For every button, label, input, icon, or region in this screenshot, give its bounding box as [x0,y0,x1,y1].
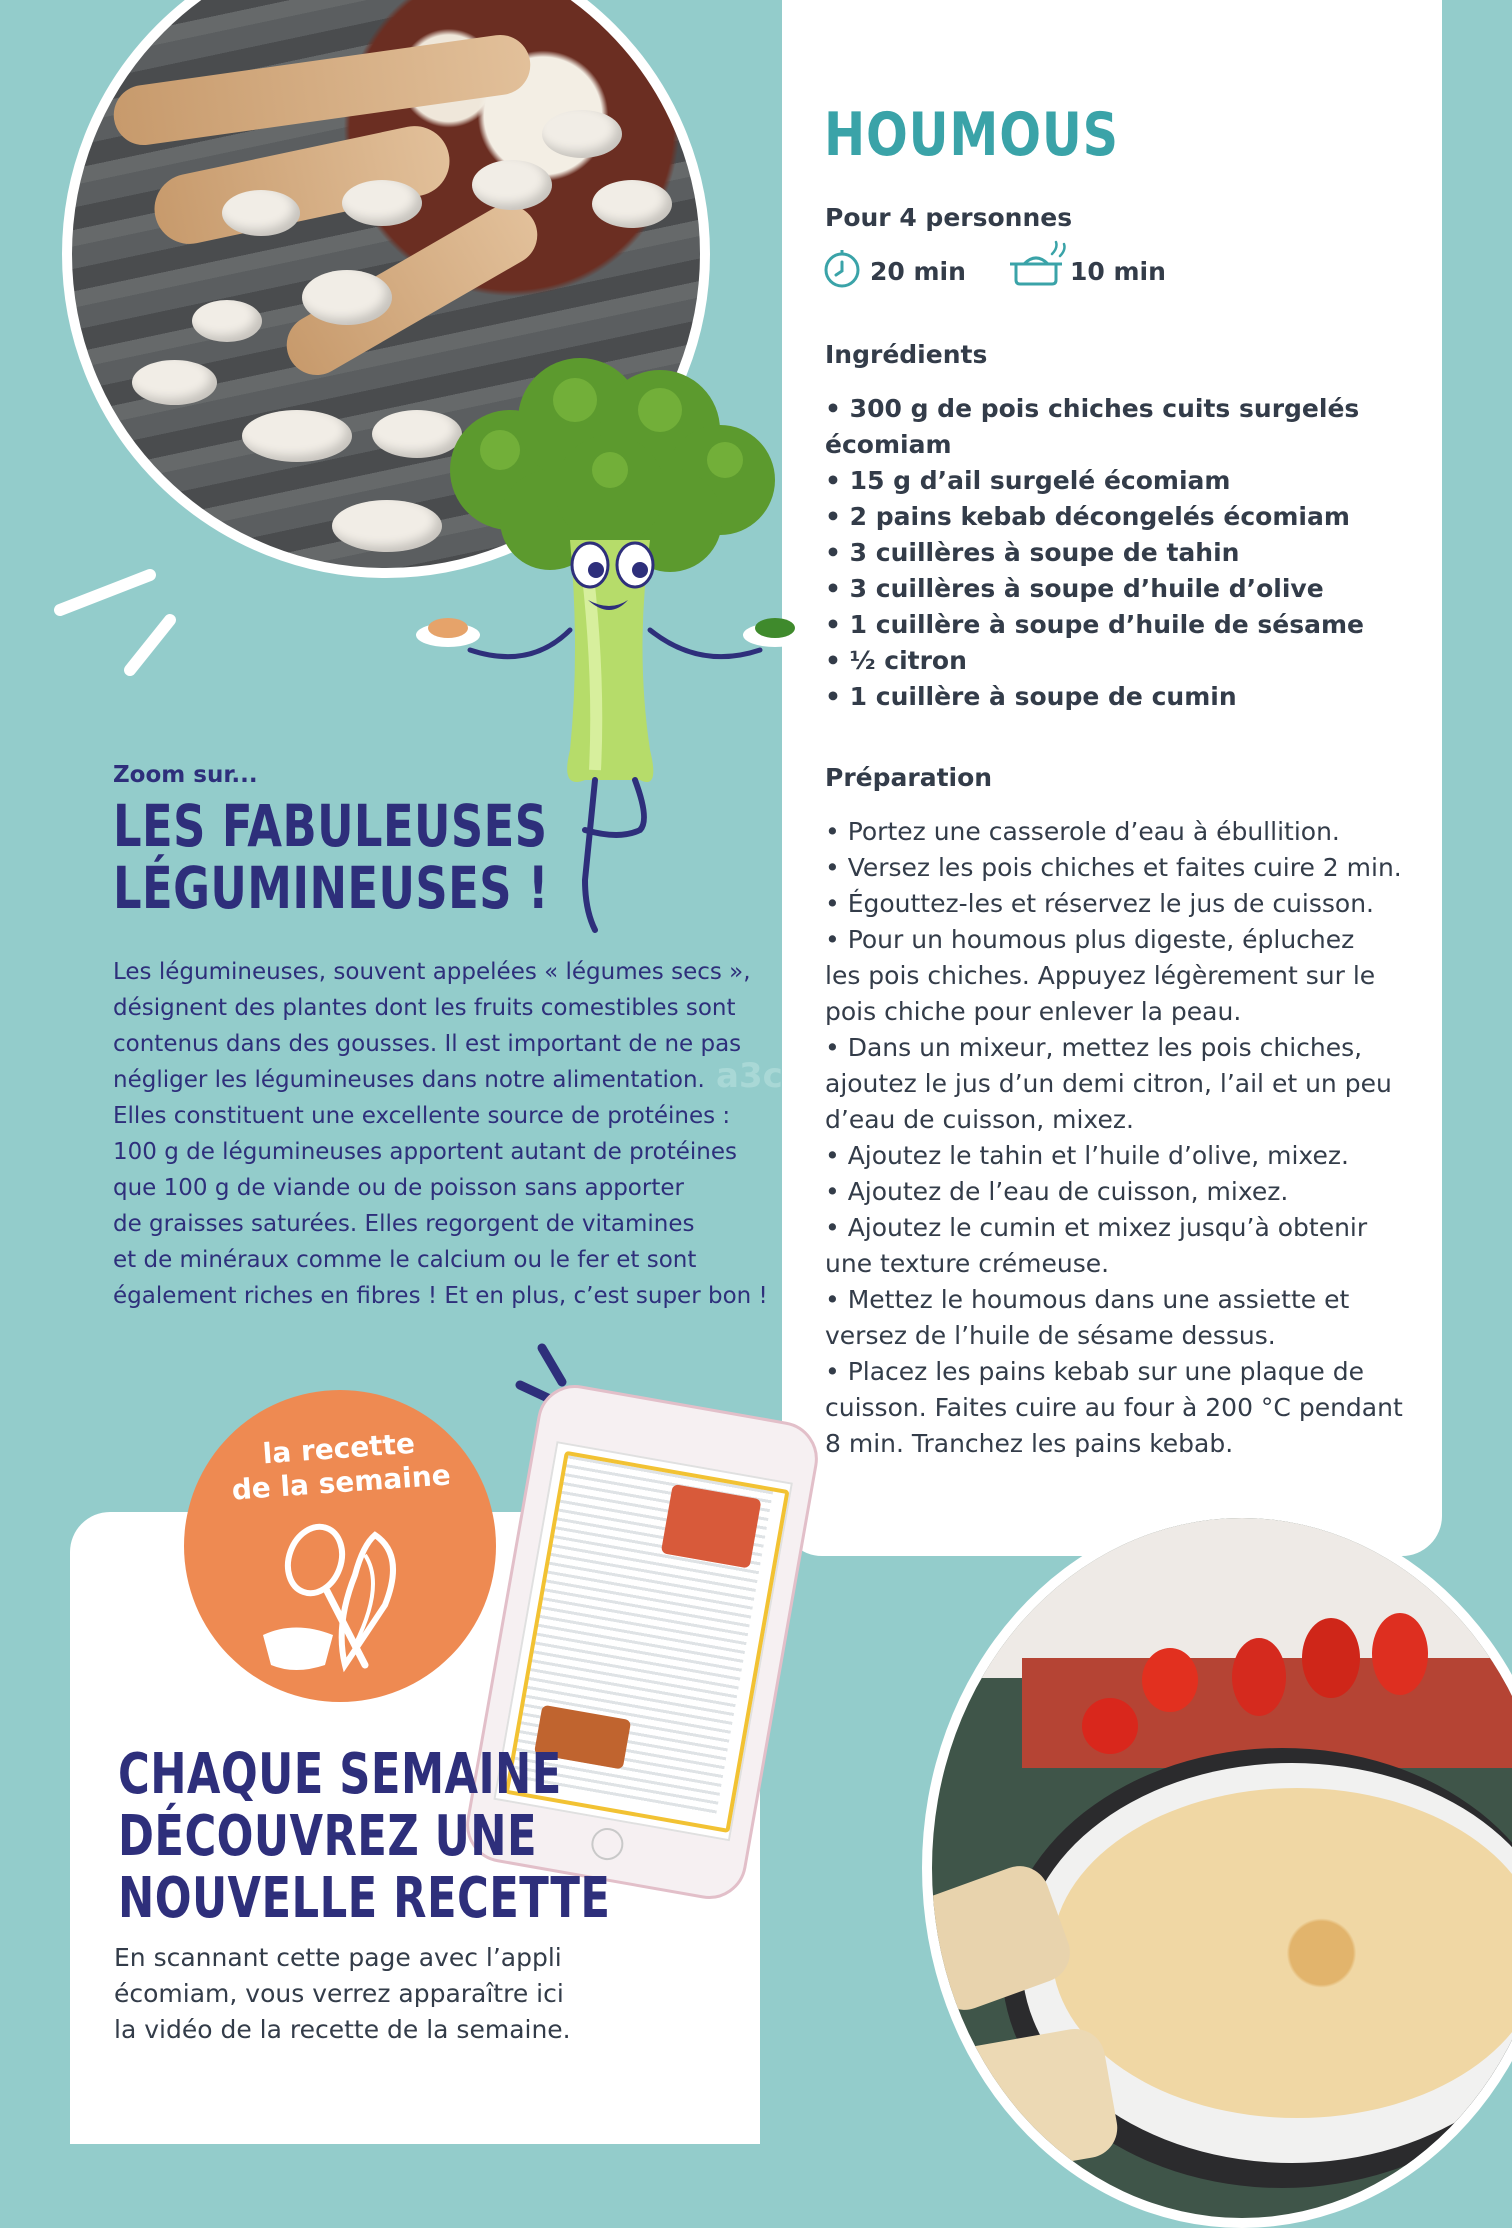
list-item: • 1 cuillère à soupe d’huile de sésame [825,610,1364,639]
paragraph-line: désignent des plantes dont les fruits comestibles sont [113,995,736,1021]
weekly-title-line: DÉCOUVREZ UNE [118,1804,538,1869]
recipe-title: HOUMOUS [824,100,1119,170]
timer-icon [822,246,862,290]
paragraph-line: également riches en fibres ! Et en plus, c’est super bon ! [113,1283,768,1309]
paragraph-line: de graisses saturées. Elles regorgent de vitamines [113,1211,695,1237]
list-item: • 1 cuillère à soupe de cumin [825,682,1237,711]
zoom-kicker: Zoom sur... [113,762,258,788]
badge-line: de la semaine [230,1458,452,1507]
list-item: pois chiche pour enlever la peau. [825,997,1242,1026]
list-item: les pois chiches. Appuyez légèrement sur le [825,961,1376,990]
weekly-body [114,1940,571,2048]
list-item: versez de l’huile de sésame dessus. [825,1321,1276,1350]
prep-time: 20 min [870,257,966,286]
watermark: a3c [716,1056,783,1096]
zoom-body [113,954,768,1314]
list-item: • Ajoutez de l’eau de cuisson, mixez. [825,1177,1289,1206]
paragraph-line: En scannant cette page avec l’appli [114,1943,562,1972]
zoom-title-line: LES FABULEUSES [113,792,548,860]
list-item: • Placez les pains kebab sur une plaque de [825,1357,1364,1386]
paragraph-line: contenus dans des gousses. Il est important de ne pas [113,1031,742,1057]
list-item: • Pour un houmous plus digeste, épluchez [825,925,1355,954]
list-item: • Dans un mixeur, mettez les pois chiches, [825,1033,1363,1062]
list-item: une texture crémeuse. [825,1249,1110,1278]
list-item: • 3 cuillères à soupe de tahin [825,538,1240,567]
list-item: ajoutez le jus d’un demi citron, l’ail et un peu [825,1069,1392,1098]
list-item: • 3 cuillères à soupe d’huile d’olive [825,574,1324,603]
list-item: • Égouttez-les et réservez le jus de cuisson. [825,889,1374,918]
list-item: • ½ citron [825,646,967,675]
servings: Pour 4 personnes [825,203,1073,232]
list-item: 8 min. Tranchez les pains kebab. [825,1429,1234,1458]
list-item: • 2 pains kebab décongelés écomiam [825,502,1350,531]
ingredients-list [825,391,1364,715]
preparation-list [825,814,1403,1462]
list-item: • Versez les pois chiches et faites cuire 2 min. [825,853,1402,882]
badge-line: la recette [261,1426,416,1471]
list-item: • Ajoutez le tahin et l’huile d’olive, mixez. [825,1141,1349,1170]
list-item: • 15 g d’ail surgelé écomiam [825,466,1231,495]
paragraph-line: et de minéraux comme le calcium ou le fer et sont [113,1247,697,1273]
list-item: • Mettez le houmous dans une assiette et [825,1285,1350,1314]
weekly-title [118,1744,610,1930]
list-item: cuisson. Faites cuire au four à 200 °C pendant [825,1393,1403,1422]
weekly-title-line: CHAQUE SEMAINE [118,1742,562,1807]
paragraph-line: négliger les légumineuses dans notre alimentation. [113,1067,705,1093]
paragraph-line: 100 g de légumineuses apportent autant de protéines [113,1139,737,1165]
cook-time: 10 min [1070,257,1166,286]
weekly-title-line: NOUVELLE RECETTE [118,1866,611,1931]
list-item: • 300 g de pois chiches cuits surgelés [825,394,1360,423]
accent-lines-icon [50,555,190,685]
list-item: d’eau de cuisson, mixez. [825,1105,1134,1134]
spoon-whisk-icon [255,1515,425,1685]
paragraph-line: Les légumineuses, souvent appelées « légumes secs », [113,959,751,985]
paragraph-line: Elles constituent une excellente source de protéines : [113,1103,731,1129]
hummus-photo [922,1508,1512,2228]
preparation-heading: Préparation [825,763,993,792]
list-item: • Ajoutez le cumin et mixez jusqu’à obtenir [825,1213,1368,1242]
zoom-title-line: LÉGUMINEUSES ! [113,854,549,922]
pot-icon [1006,240,1070,288]
paragraph-line: la vidéo de la recette de la semaine. [114,2015,571,2044]
list-item: écomiam [825,430,952,459]
paragraph-line: écomiam, vous verrez apparaître ici [114,1979,564,2008]
paragraph-line: que 100 g de viande ou de poisson sans apporter [113,1175,684,1201]
list-item: • Portez une casserole d’eau à ébullition. [825,817,1340,846]
ingredients-heading: Ingrédients [825,340,988,369]
zoom-title [113,792,549,922]
